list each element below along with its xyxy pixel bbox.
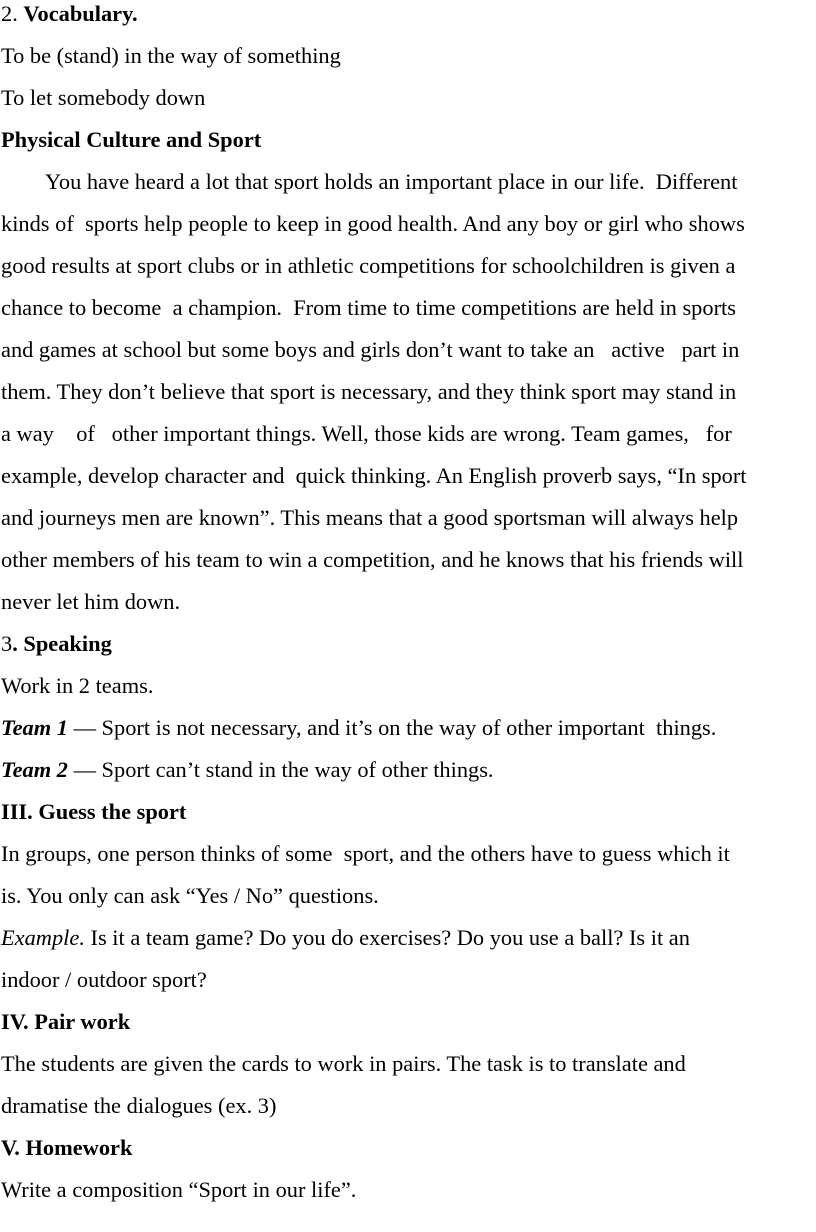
pair-work-line: dramatise the dialogues (ex. 3) <box>1 1093 277 1118</box>
homework-heading: V. Homework <box>1 1135 133 1160</box>
section-title: . Speaking <box>12 631 112 656</box>
team-1-line <box>1 707 716 749</box>
section-2-heading <box>1 0 138 35</box>
example-line <box>1 917 690 959</box>
team-2-line <box>1 749 494 791</box>
paragraph-line: chance to become a champion. From time to time competitions are held in sports <box>1 295 736 320</box>
team-2-label: Team 2 <box>1 757 68 782</box>
vocabulary-item: To let somebody down <box>1 85 206 110</box>
team-1-text: — Sport is not necessary, and it’s on the way of other important things. <box>67 715 717 740</box>
team-2-text: — Sport can’t stand in the way of other things. <box>67 757 494 782</box>
vocabulary-item: To be (stand) in the way of something <box>1 43 341 68</box>
text-title: Physical Culture and Sport <box>1 127 262 152</box>
guess-line: In groups, one person thinks of some sport, and the others have to guess which it <box>1 841 730 866</box>
paragraph-line: never let him down. <box>1 589 181 614</box>
paragraph-line: example, develop character and quick thinking. An English proverb says, “In sport <box>1 463 747 488</box>
paragraph-line: You have heard a lot that sport holds an important place in our life. Different <box>1 169 738 194</box>
paragraph-line: a way of other important things. Well, those kids are wrong. Team games, for <box>1 421 732 446</box>
section-3-heading <box>1 623 112 665</box>
paragraph-line: and journeys men are known”. This means that a good sportsman will always help <box>1 505 739 530</box>
example-text: Is it a team game? Do you do exercises? Do you use a ball? Is it an <box>84 925 690 950</box>
example-continuation: indoor / outdoor sport? <box>1 967 207 992</box>
homework-text: Write a composition “Sport in our life”. <box>1 1177 357 1202</box>
section-title: Vocabulary. <box>23 1 138 26</box>
section-number: 3 <box>1 631 13 656</box>
team-1-label: Team 1 <box>1 715 68 740</box>
pair-work-heading: IV. Pair work <box>1 1009 131 1034</box>
guess-heading: III. Guess the sport <box>1 799 187 824</box>
example-label: Example. <box>1 925 85 950</box>
paragraph-line: and games at school but some boys and girls don’t want to take an active part in <box>1 337 740 362</box>
paragraph-line: other members of his team to win a competition, and he knows that his friends will <box>1 547 744 572</box>
paragraph-line: kinds of sports help people to keep in good health. And any boy or girl who shows <box>1 211 745 236</box>
pair-work-line: The students are given the cards to work in pairs. The task is to translate and <box>1 1051 686 1076</box>
paragraph-line: them. They don’t believe that sport is necessary, and they think sport may stand in <box>1 379 737 404</box>
guess-line: is. You only can ask “Yes / No” questions. <box>1 883 379 908</box>
section-number: 2. <box>1 1 24 26</box>
speaking-intro: Work in 2 teams. <box>1 673 154 698</box>
paragraph-line: good results at sport clubs or in athletic competitions for schoolchildren is given a <box>1 253 736 278</box>
